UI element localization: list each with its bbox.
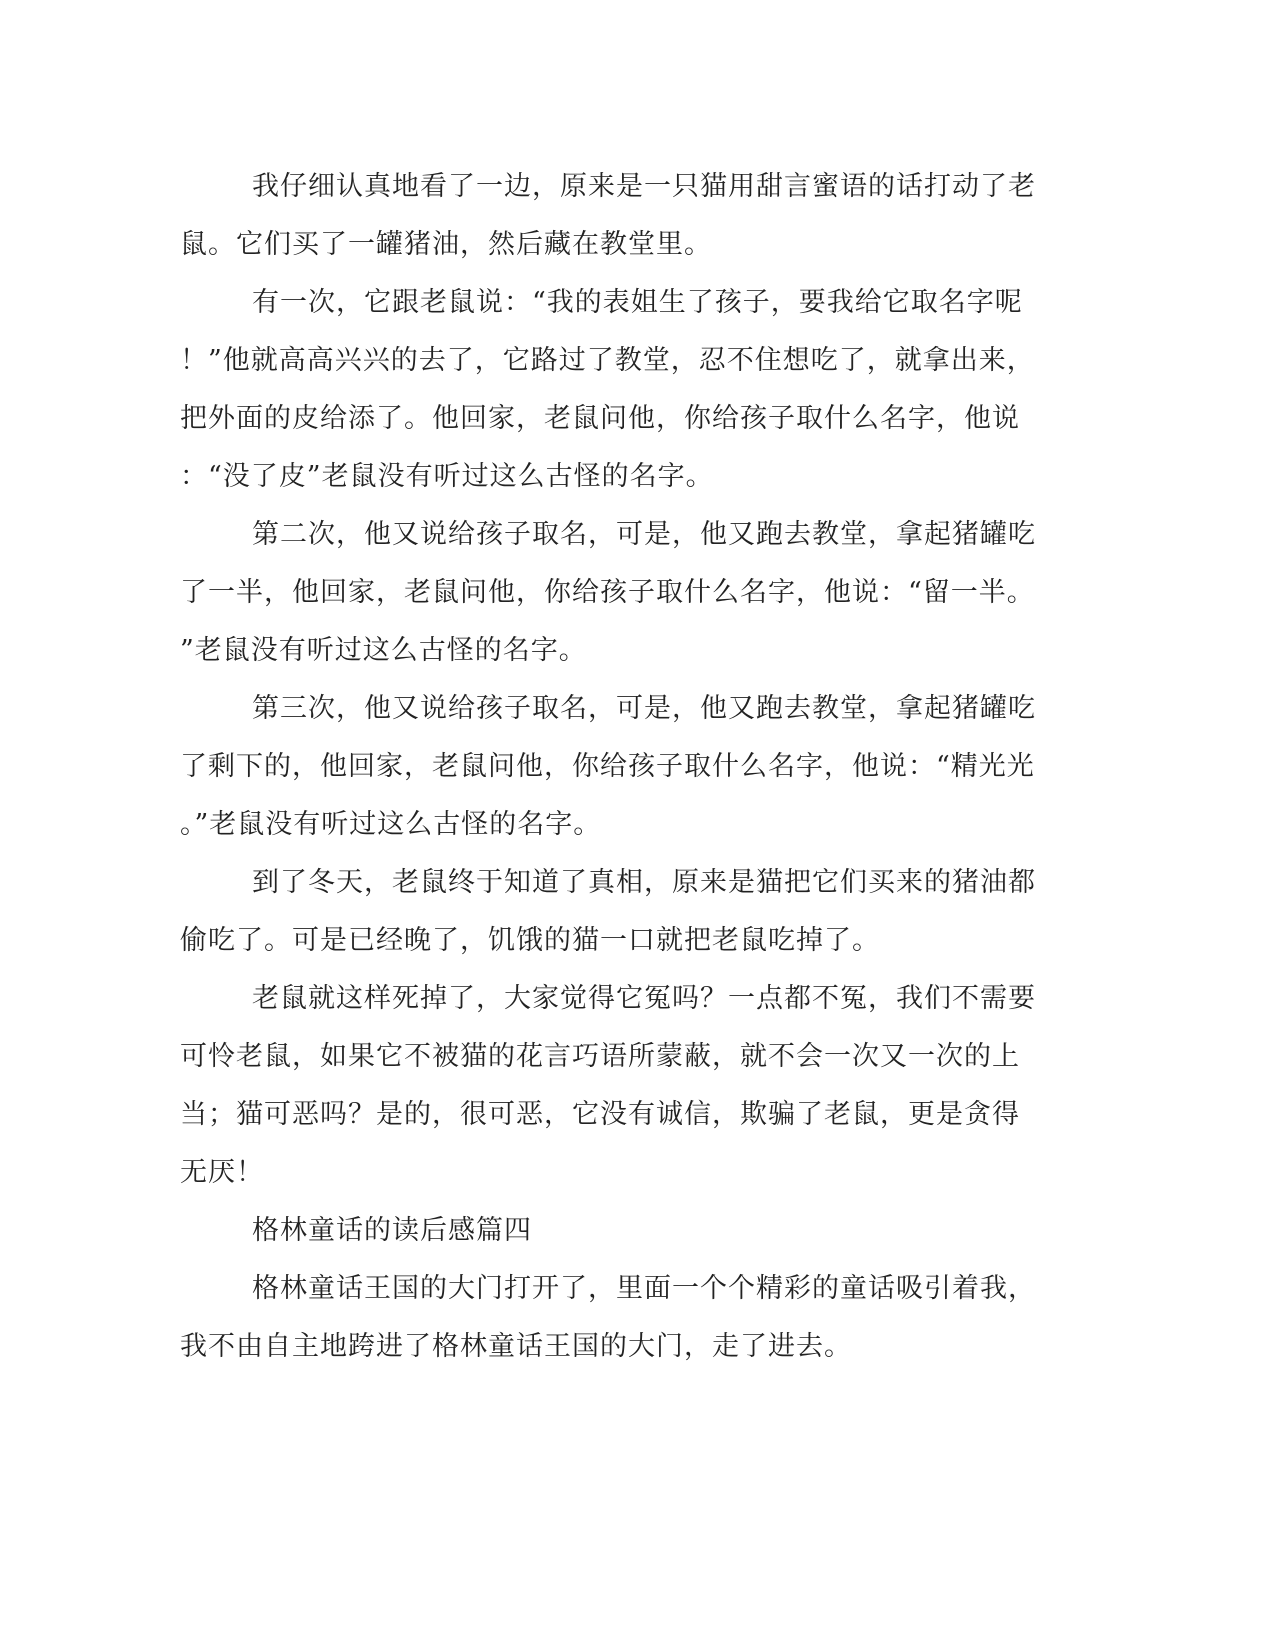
paragraph-line: 偷吃了。可是已经晚了，饥饿的猫一口就把老鼠吃掉了。 <box>180 925 880 956</box>
paragraph-3 <box>180 506 1060 680</box>
paragraph-line: ：“没了皮”老鼠没有听过这么古怪的名字。 <box>180 461 714 492</box>
paragraph-line: 第二次，他又说给孩子取名，可是，他又跑去教堂，拿起猪罐吃 <box>252 519 1036 550</box>
paragraph-line: 。”老鼠没有听过这么古怪的名字。 <box>180 809 602 840</box>
paragraph-line: ”老鼠没有听过这么古怪的名字。 <box>180 635 587 666</box>
paragraph-line: 了一半，他回家，老鼠问他，你给孩子取什么名字，他说：“留一半。 <box>180 577 1035 608</box>
paragraph-line: 把外面的皮给添了。他回家，老鼠问他，你给孩子取什么名字，他说 <box>180 403 1020 434</box>
paragraph-line: 我仔细认真地看了一边，原来是一只猫用甜言蜜语的话打动了老 <box>252 171 1036 202</box>
section-heading <box>180 1202 1060 1260</box>
paragraph-line: 到了冬天，老鼠终于知道了真相，原来是猫把它们买来的猪油都 <box>252 867 1036 898</box>
paragraph-line: 当；猫可恶吗？是的，很可恶，它没有诚信，欺骗了老鼠，更是贪得 <box>180 1099 1020 1130</box>
paragraph-2 <box>180 274 1060 506</box>
paragraph-line: 有一次，它跟老鼠说：“我的表姐生了孩子，要我给它取名字呢 <box>252 287 1023 318</box>
paragraph-line: 我不由自主地跨进了格林童话王国的大门，走了进去。 <box>180 1331 852 1362</box>
paragraph-line: 第三次，他又说给孩子取名，可是，他又跑去教堂，拿起猪罐吃 <box>252 693 1036 724</box>
paragraph-1 <box>180 158 1060 274</box>
paragraph-line: 无厌！ <box>180 1157 264 1188</box>
paragraph-line: 鼠。它们买了一罐猪油，然后藏在教堂里。 <box>180 229 712 260</box>
heading-line: 格林童话的读后感篇四 <box>252 1215 532 1246</box>
paragraph-5 <box>180 854 1060 970</box>
paragraph-line: 了剩下的，他回家，老鼠问他，你给孩子取什么名字，他说：“精光光 <box>180 751 1035 782</box>
paragraph-6 <box>180 970 1060 1202</box>
paragraph-4 <box>180 680 1060 854</box>
paragraph-line: 老鼠就这样死掉了，大家觉得它冤吗？一点都不冤，我们不需要 <box>252 983 1036 1014</box>
paragraph-8 <box>180 1260 1060 1376</box>
paragraph-line: 格林童话王国的大门打开了，里面一个个精彩的童话吸引着我， <box>252 1273 1036 1304</box>
paragraph-line: 可怜老鼠，如果它不被猫的花言巧语所蒙蔽，就不会一次又一次的上 <box>180 1041 1020 1072</box>
paragraph-line: ！”他就高高兴兴的去了，它路过了教堂，忍不住想吃了，就拿出来， <box>180 345 1035 376</box>
document-body <box>180 158 1060 1376</box>
